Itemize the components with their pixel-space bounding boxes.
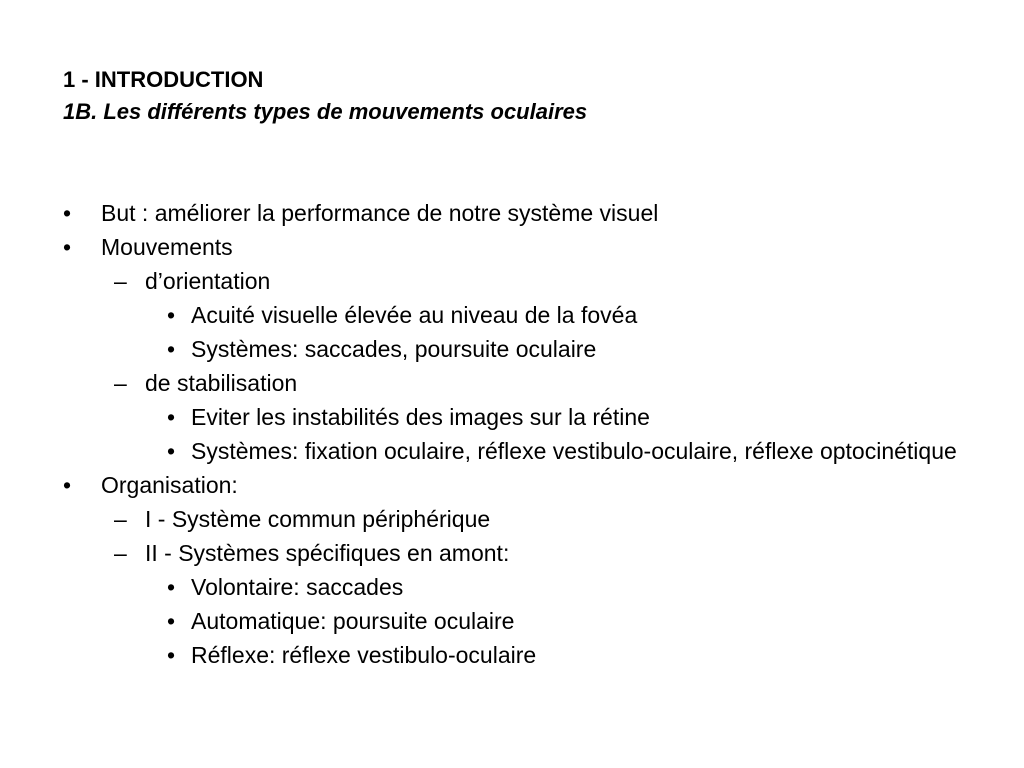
sub-sub-bullet-text: Systèmes: saccades, poursuite oculaire bbox=[191, 336, 597, 362]
dash-marker: – bbox=[114, 370, 127, 396]
sub-bullet-text: II - Systèmes spécifiques en amont: bbox=[145, 540, 510, 566]
sub-bullet-item bbox=[63, 506, 963, 532]
sub-sub-bullet-text: Acuité visuelle élevée au niveau de la fovéa bbox=[191, 302, 638, 328]
slide-title-block bbox=[63, 64, 963, 128]
slide-subheading: 1B. Les différents types de mouvements oculaires bbox=[63, 99, 588, 124]
sub-bullet-text: de stabilisation bbox=[145, 370, 298, 396]
bullet-marker: • bbox=[167, 642, 176, 668]
sub-sub-bullet-item bbox=[63, 574, 963, 600]
sub-sub-bullet-text: Systèmes: fixation oculaire, réflexe vestibulo-oculaire, réflexe optocinétique bbox=[191, 438, 957, 464]
sub-bullet-item bbox=[63, 268, 963, 294]
bullet-text: Mouvements bbox=[101, 234, 233, 260]
sub-sub-bullet-text: Automatique: poursuite oculaire bbox=[191, 608, 515, 634]
sub-sub-bullet-text: Réflexe: réflexe vestibulo-oculaire bbox=[191, 642, 537, 668]
bullet-marker: • bbox=[167, 302, 176, 328]
slide-heading: 1 - INTRODUCTION bbox=[63, 67, 264, 92]
bullet-marker: • bbox=[63, 234, 72, 260]
sub-sub-bullet-item bbox=[63, 608, 963, 634]
sub-bullet-item bbox=[63, 370, 963, 396]
bullet-item bbox=[63, 472, 963, 498]
bullet-marker: • bbox=[167, 336, 176, 362]
bullet-marker: • bbox=[167, 404, 176, 430]
bullet-marker: • bbox=[63, 200, 72, 226]
bullet-text: But : améliorer la performance de notre système visuel bbox=[101, 200, 659, 226]
sub-sub-bullet-text: Eviter les instabilités des images sur la rétine bbox=[191, 404, 650, 430]
dash-marker: – bbox=[114, 506, 127, 532]
dash-marker: – bbox=[114, 268, 127, 294]
bullet-marker: • bbox=[167, 438, 176, 464]
sub-sub-bullet-item bbox=[63, 336, 963, 362]
dash-marker: – bbox=[114, 540, 127, 566]
bullet-item bbox=[63, 234, 963, 260]
sub-sub-bullet-item bbox=[63, 642, 963, 668]
bullet-marker: • bbox=[63, 472, 72, 498]
sub-bullet-text: d’orientation bbox=[145, 268, 271, 294]
bullet-marker: • bbox=[167, 574, 176, 600]
sub-sub-bullet-item bbox=[63, 404, 963, 430]
sub-sub-bullet-item bbox=[63, 438, 963, 464]
sub-sub-bullet-text: Volontaire: saccades bbox=[191, 574, 404, 600]
sub-sub-bullet-item bbox=[63, 302, 963, 328]
bullet-text: Organisation: bbox=[101, 472, 238, 498]
bullet-outline bbox=[63, 200, 963, 676]
sub-bullet-text: I - Système commun périphérique bbox=[145, 506, 491, 532]
bullet-marker: • bbox=[167, 608, 176, 634]
bullet-item bbox=[63, 200, 963, 226]
sub-bullet-item bbox=[63, 540, 963, 566]
